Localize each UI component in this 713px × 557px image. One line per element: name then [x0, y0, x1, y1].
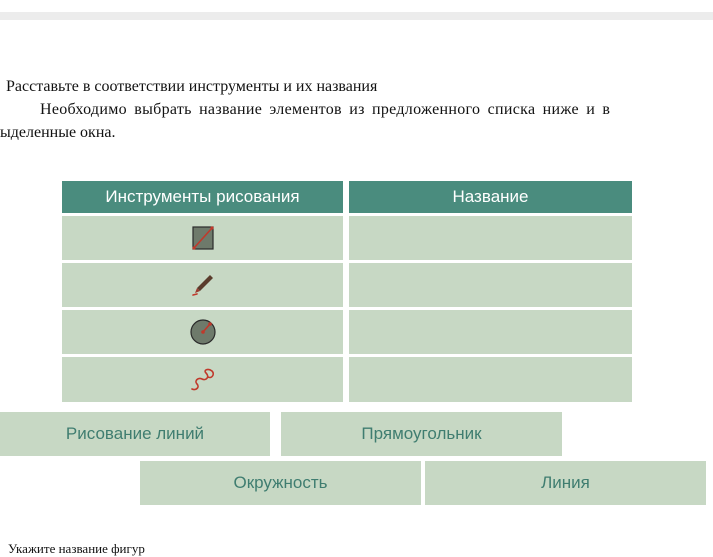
rectangle-icon — [191, 225, 215, 251]
freehand-line-icon — [188, 365, 218, 395]
option-chip-rectangle[interactable]: Прямоугольник — [281, 412, 562, 456]
circle-icon — [189, 318, 217, 346]
column-header-name: Название — [349, 181, 632, 213]
top-divider — [0, 12, 713, 20]
task-title: Расставьте в соответствии инструменты и их названия — [6, 78, 378, 95]
option-chip-line[interactable]: Линия — [425, 461, 706, 505]
name-drop-slot-2[interactable] — [349, 263, 632, 307]
task-instruction-line2: ыделенные окна. — [0, 124, 116, 141]
column-header-tools: Инструменты рисования — [62, 181, 343, 213]
option-chip-circle[interactable]: Окружность — [140, 461, 421, 505]
name-drop-slot-3[interactable] — [349, 310, 632, 354]
tool-cell-freehand — [62, 357, 343, 402]
tool-cell-circle — [62, 310, 343, 354]
name-drop-slot-4[interactable] — [349, 357, 632, 402]
option-chip-drawing-lines[interactable]: Рисование линий — [0, 412, 270, 456]
pencil-icon — [190, 272, 216, 298]
tool-cell-rectangle — [62, 216, 343, 260]
next-question-text: Укажите название фигур — [8, 541, 145, 556]
name-drop-slot-1[interactable] — [349, 216, 632, 260]
task-instruction-line1: Необходимо выбрать название элементов из предложенного списка ниже и в — [40, 101, 611, 118]
tool-cell-pencil — [62, 263, 343, 307]
